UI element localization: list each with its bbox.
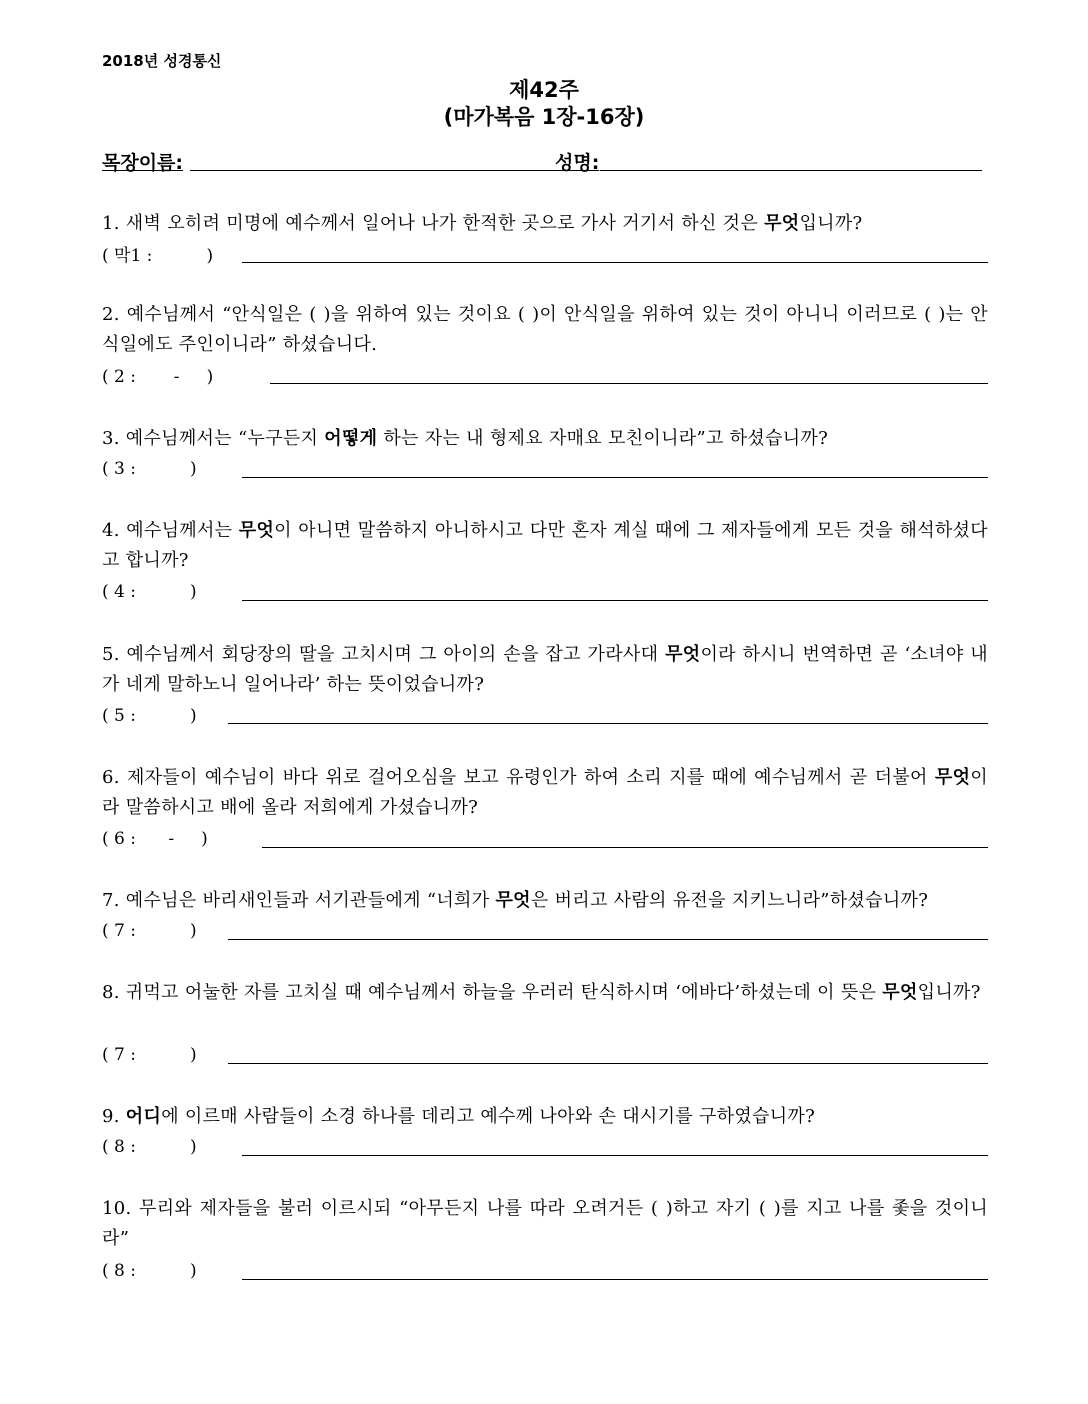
group-name-label: 목장이름: [102, 152, 184, 174]
group-name-field[interactable] [190, 170, 555, 171]
question-text: 10. 무리와 제자들을 불러 이르시되 “아무든지 나를 따라 오려거든 ( )하고 자기 ( )를 지고 나를 좇을 것이니라” [102, 1198, 988, 1249]
question-text: 이라 말씀하시고 배에 올라 저희에게 가셨습니까? [102, 767, 988, 818]
question-text: 에 이르매 사람들이 소경 하나를 데리고 예수께 나아와 손 대시기를 구하였습니까? [161, 1106, 816, 1127]
answer-line[interactable] [228, 723, 988, 724]
answer-reference: ( 4 : ) [102, 582, 197, 602]
question-8 [102, 978, 988, 1008]
question-text: 7. 예수님은 바리새인들과 서기관들에게 “너희가 [102, 890, 496, 911]
answer-reference: ( 8 : ) [102, 1137, 197, 1157]
question-text: 하는 자는 내 형제요 자매요 모친이니라”고 하셨습니까? [377, 428, 829, 449]
question-10 [102, 1194, 988, 1254]
question-keyword: 무엇 [665, 644, 701, 665]
question-text: 입니까? [917, 982, 981, 1003]
answer-line[interactable] [262, 847, 988, 848]
answer-reference: ( 7 : ) [102, 921, 197, 941]
book-range-title: (마가복음 1장-16장) [443, 105, 645, 129]
question-keyword: 무엇 [495, 890, 531, 911]
week-title: 제42주 [509, 78, 579, 102]
answer-line[interactable] [242, 1279, 988, 1280]
question-text: 이 아니면 말씀하지 아니하시고 다만 혼자 계실 때에 그 제자들에게 모든 것을 해석하셨다고 합니까? [102, 520, 988, 571]
document-header-year: 2018년 성경통신 [102, 52, 222, 70]
answer-reference: ( 막1 : ) [102, 246, 214, 266]
question-text: 4. 예수님께서는 [102, 520, 239, 541]
question-3 [102, 424, 988, 454]
answer-reference: ( 5 : ) [102, 706, 197, 726]
question-text: 입니까? [799, 213, 863, 234]
question-text: 2. 예수님께서 “안식일은 ( )을 위하여 있는 것이요 ( )이 안식일을 위하여 있는 것이 아니니 이러므로 ( )는 안식일에도 주인이니라” 하셨습니다. [102, 304, 988, 355]
question-text: 3. 예수님께서는 “누구든지 [102, 428, 325, 449]
question-7 [102, 886, 988, 916]
answer-line[interactable] [242, 1155, 988, 1156]
question-text: 이라 하시니 번역하면 곧 ‘소녀야 내가 네게 말하노니 일어나라’ 하는 뜻이었습니까? [102, 644, 988, 695]
question-text: 6. 제자들이 예수님이 바다 위로 걸어오심을 보고 유령인가 하여 소리 지를 때에 예수님께서 곧 더불어 [102, 767, 935, 788]
question-text: 9. [102, 1106, 126, 1127]
person-name-field[interactable] [600, 170, 982, 171]
question-4 [102, 516, 988, 576]
question-5 [102, 640, 988, 700]
question-text: 5. 예수님께서 회당장의 딸을 고치시며 그 아이의 손을 잡고 가라사대 [102, 644, 666, 665]
answer-reference: ( 3 : ) [102, 459, 197, 479]
question-9 [102, 1102, 988, 1132]
answer-reference: ( 6 : - ) [102, 829, 208, 849]
question-keyword: 무엇 [238, 520, 275, 541]
answer-line[interactable] [270, 383, 988, 384]
answer-line[interactable] [242, 600, 988, 601]
question-text: 8. 귀먹고 어눌한 자를 고치실 때 예수님께서 하늘을 우러러 탄식하시며 ‘에바다’하셨는데 이 뜻은 [102, 982, 883, 1003]
question-keyword: 어떻게 [324, 428, 378, 449]
question-2 [102, 300, 988, 360]
question-keyword: 무엇 [934, 767, 971, 788]
answer-reference: ( 7 : ) [102, 1045, 197, 1065]
question-6 [102, 763, 988, 823]
question-keyword: 어디 [125, 1106, 162, 1127]
answer-reference: ( 8 : ) [102, 1261, 197, 1281]
answer-line[interactable] [228, 1063, 988, 1064]
question-keyword: 무엇 [882, 982, 918, 1003]
answer-reference: ( 2 : - ) [102, 367, 214, 387]
question-text: 은 버리고 사람의 유전을 지키느니라”하셨습니까? [530, 890, 929, 911]
question-1 [102, 209, 988, 239]
question-keyword: 무엇 [764, 213, 800, 234]
answer-line[interactable] [242, 477, 988, 478]
answer-line[interactable] [242, 262, 988, 263]
answer-line[interactable] [228, 939, 988, 940]
person-name-label: 성명: [555, 152, 600, 174]
question-text: 1. 새벽 오히려 미명에 예수께서 일어나 나가 한적한 곳으로 가사 거기서 하신 것은 [102, 213, 765, 234]
